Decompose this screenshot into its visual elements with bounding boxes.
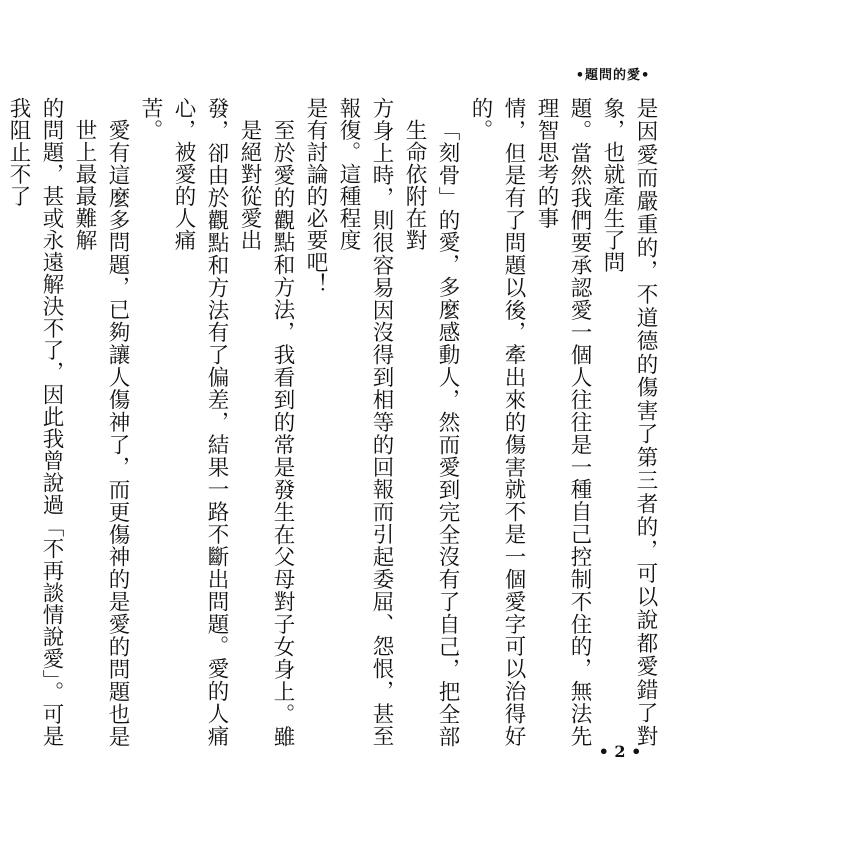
text-column: 「刻骨」的愛，多麼感動人，然而愛到完全沒有了自己，把全部生命依附在對 xyxy=(402,118,460,747)
text-column: 的問題，甚或永遠解決不了，因此我曾說過「不再談情說愛」。可是我阻止不了 xyxy=(6,97,64,747)
text-column: 是因愛而嚴重的，不道德的傷害了第三者的，可以說都愛錯了對象，也就產生了問 xyxy=(600,97,658,747)
text-column: 至於愛的觀點和方法，我看到的常是發生在父母對子女身上。雖是絕對從愛出 xyxy=(237,118,295,747)
text-column: 情，但是有了問題以後，牽出來的傷害就不是一個愛字可以治得好的。 xyxy=(468,97,526,747)
text-column: 題。當然我們要承認愛一個人往往是一種自己控制不住的，無法先理智思考的事 xyxy=(534,97,592,747)
text-column: 發，卻由於觀點和方法有了偏差，結果一路不斷出問題。愛的人痛心，被愛的人痛 xyxy=(171,97,229,747)
text-column xyxy=(0,97,2,747)
text-column: 方身上時，則很容易因沒得到相等的回報而引起委屈、怨恨，甚至報復。這種程度 xyxy=(336,97,394,747)
body-text xyxy=(6,97,662,747)
text-column: 苦。 xyxy=(138,97,163,141)
running-head: •題問的愛• xyxy=(575,68,651,83)
text-column: 是有討論的必要吧！ xyxy=(303,97,328,295)
text-column: 愛有這麼多問題，已夠讓人傷神了，而更傷神的是愛的問題也是世上最最難解 xyxy=(72,118,130,747)
page-number: • 2 • xyxy=(598,742,642,761)
